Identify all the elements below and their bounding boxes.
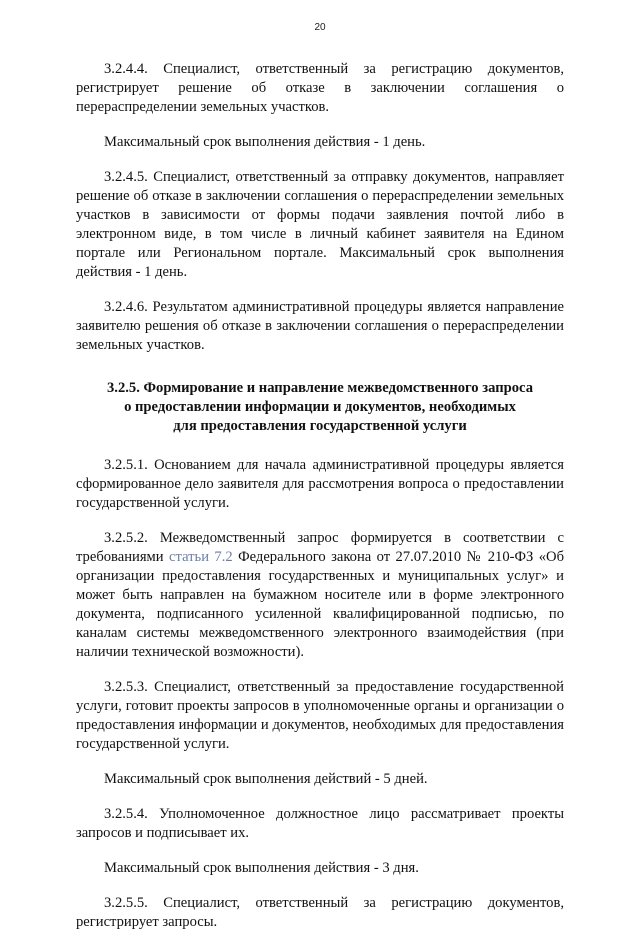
paragraph-3-2-5-2-text-end: Федерального закона от 27.07.2010 № 210-ФЗ «Об организации предоставления государственных и муниципальных услуг» и может быть направлен на бумажном носителе или в форме электронного документа, подписанного усиленной квалифицированной подписью, по каналам системы межведомственного электронного взаимодействия (при наличии технической возможности). — [76, 549, 565, 660]
section-heading-line-2: о предоставлении информации и документов, необходимых — [124, 399, 516, 415]
section-heading-line-1: 3.2.5. Формирование и направление межведомственного запроса — [107, 380, 533, 396]
paragraph-3-2-5-4: 3.2.5.4. Уполномоченное должностное лицо рассматривает проекты запросов и подписывает их. — [76, 806, 564, 841]
paragraph-3-2-4-6: 3.2.4.6. Результатом административной процедуры является направление заявителю решения об отказе в заключении соглашения о перераспределении земельных участков. — [76, 299, 564, 353]
paragraph-3-2-4-4-term: Максимальный срок выполнения действия - 1 день. — [104, 134, 426, 150]
paragraph-3-2-5-3: 3.2.5.3. Специалист, ответственный за предоставление государственной услуги, готовит проекты запросов в уполномоченные органы и организации о предоставления информации и документов, необходимых для предоставления государственной услуги. — [76, 679, 564, 752]
paragraph-3-2-4-4: 3.2.4.4. Специалист, ответственный за регистрацию документов, регистрирует решение об отказе в заключении соглашения о перераспределении земельных участков. — [76, 61, 564, 115]
paragraph-3-2-5-4-term: Максимальный срок выполнения действия - 3 дня. — [104, 860, 419, 876]
page-number: 20 — [314, 22, 326, 33]
paragraph-3-2-5-2 — [76, 529, 564, 662]
section-heading-3-2-5 — [76, 379, 564, 436]
paragraph-3-2-5-1: 3.2.5.1. Основанием для начала административной процедуры является сформированное дело заявителя для рассмотрения вопроса о предоставлении государственной услуги. — [76, 457, 564, 511]
paragraph-3-2-5-2-text-start: 3.2.5.2. Межведомственный запрос формируется в соответствии с требованиями — [76, 530, 564, 565]
law-article-link[interactable]: статьи 7.2 — [169, 549, 233, 565]
paragraph-3-2-5-5: 3.2.5.5. Специалист, ответственный за регистрацию документов, регистрирует запросы. — [76, 895, 564, 930]
paragraph-3-2-4-5: 3.2.4.5. Специалист, ответственный за отправку документов, направляет решение об отказе в заключении соглашения о перераспределении земельных участков в зависимости от формы подачи заявления почтой либо в электронном виде, в том числе в личный кабинет заявителя на Едином портале или Региональном портале. Максимальный срок выполнения действия - 1 день. — [76, 169, 564, 280]
section-heading-line-3: для предоставления государственной услуги — [173, 418, 467, 434]
paragraph-3-2-5-3-term: Максимальный срок выполнения действий - 5 дней. — [104, 771, 428, 787]
page-body — [76, 60, 564, 948]
